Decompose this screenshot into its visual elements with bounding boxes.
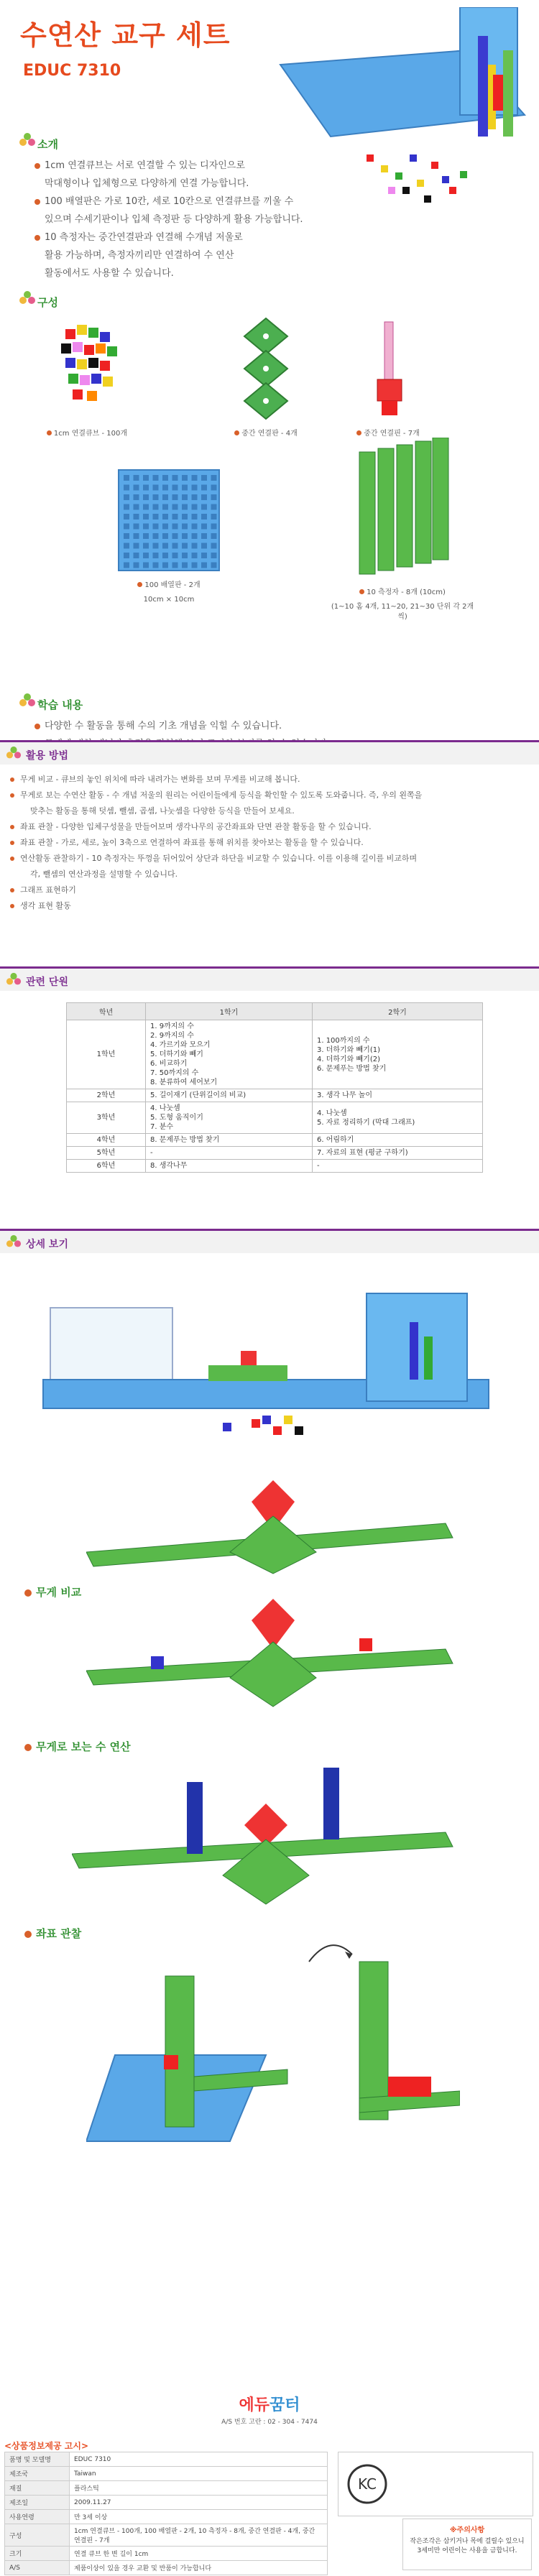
grid-hole	[192, 504, 198, 510]
component-measure	[331, 438, 474, 622]
info-row	[5, 2510, 328, 2524]
info-value: 1cm 연결큐브 - 100개, 100 배열판 - 2개, 10 측정자 - 8개, 중간 연결판 - 4개, 중간 연결핀 - 7개	[70, 2524, 328, 2547]
grid-hole	[182, 524, 188, 530]
grid-hole	[201, 475, 207, 481]
warning-box	[402, 2519, 532, 2570]
detail-image-2	[86, 1473, 460, 1581]
table-row	[67, 1147, 483, 1160]
grid-hole	[192, 524, 198, 530]
grid-hole	[201, 514, 207, 520]
list-item: 생각 표현 활동	[10, 898, 539, 914]
list-item: 그래프 표현하기	[10, 882, 539, 898]
flower-icon	[6, 1234, 22, 1250]
grid-hole	[211, 524, 217, 530]
curriculum-heading: 관련 단원	[26, 977, 68, 988]
info-value: Taiwan	[70, 2467, 328, 2481]
component-label: 1cm 연결큐브 - 100개	[53, 430, 128, 438]
detail-heading: 상세 보기	[26, 1239, 68, 1250]
info-value: 플라스틱	[70, 2481, 328, 2496]
list-item: 좌표 관찰 - 가로, 세로, 높이 3축으로 연결하여 좌표를 통해 위치를 찾아보는 활동을 할 수 있습니다.	[10, 835, 539, 851]
grid-hole	[143, 504, 149, 510]
list-item: 맞추는 활동을 통해 덧셈, 뺄셈, 곱셈, 나눗셈을 다양한 등식을 만들어 보세요.	[30, 806, 295, 816]
grid-hole	[143, 543, 149, 549]
grid-hole	[134, 524, 139, 530]
grid-hole	[134, 563, 139, 568]
semester1-cell: 8. 생각나무	[146, 1160, 313, 1173]
grid-hole	[153, 514, 159, 520]
array-board-image	[115, 466, 223, 574]
grid-hole	[172, 533, 178, 539]
detail-caption-3: 좌표 관찰	[24, 1926, 81, 1941]
semester1-cell: 8. 문제푸는 방법 찾기	[146, 1134, 313, 1147]
grid-hole	[153, 553, 159, 558]
usage-section	[0, 769, 539, 914]
warning-text: 작은조각은 삼키거나 목에 걸릴수 있으니 3세미만 어린이는 사용을 금합니다.	[410, 2538, 525, 2554]
info-value: 만 3세 이상	[70, 2510, 328, 2524]
grid-hole	[211, 543, 217, 549]
info-value: 연결 큐브 한 변 길이 1cm	[70, 2547, 328, 2561]
cubes-image	[51, 315, 123, 423]
grade-cell: 2학년	[67, 1089, 146, 1102]
grid-hole	[143, 524, 149, 530]
grid-hole	[201, 533, 207, 539]
grid-hole	[182, 563, 188, 568]
grid-hole	[134, 485, 139, 491]
grid-hole	[182, 553, 188, 558]
grid-hole	[201, 524, 207, 530]
table-header: 1학기	[146, 1003, 313, 1020]
grid-hole	[124, 563, 129, 568]
detail-image-3	[86, 1592, 460, 1728]
svg-text:KC: KC	[358, 2475, 377, 2493]
grid-hole	[182, 475, 188, 481]
grid-hole	[201, 553, 207, 558]
component-label: 중간 연결판 - 4개	[241, 430, 298, 438]
grid-hole	[201, 485, 207, 491]
info-row	[5, 2547, 328, 2561]
component-middle-plate	[216, 315, 316, 439]
info-key: 구성	[5, 2524, 70, 2547]
list-item: 각, 뺄셈의 연산과정을 설명할 수 있습니다.	[30, 869, 178, 879]
list-item: 1cm 연결큐브는 서로 연결할 수 있는 디자인으로	[34, 157, 539, 175]
grid-hole	[153, 543, 159, 549]
semester1-cell: 1. 9까지의 수 2. 9까지의 수 4. 가르기와 모으기 5. 더하기와 빼기 6. 비교하기 7. 50까지의 수 8. 분류하여 세어보기	[146, 1020, 313, 1089]
usage-banner	[0, 740, 539, 765]
list-item: 있으며 수세기판이나 입체 측정판 등 다양하게 활용 가능합니다.	[45, 214, 303, 225]
grade-cell: 1학년	[67, 1020, 146, 1089]
kc-mark-box	[338, 2452, 533, 2516]
grid-hole	[172, 475, 178, 481]
list-item: 활동에서도 사용할 수 있습니다.	[45, 268, 174, 279]
semester2-cell: 3. 생각 나무 놀이	[312, 1089, 482, 1102]
component-middle-pin	[338, 315, 438, 439]
grid-hole	[153, 504, 159, 510]
component-sub: (1~10 홈 4개, 11~20, 21~30 단위 각 2개씩)	[331, 603, 474, 621]
info-key: A/S	[5, 2561, 70, 2575]
component-sub: 10cm × 10cm	[143, 596, 195, 604]
grid-hole	[172, 485, 178, 491]
grid-hole	[182, 533, 188, 539]
grid-hole	[192, 475, 198, 481]
grid-hole	[211, 494, 217, 500]
usage-heading: 활용 방법	[26, 750, 68, 762]
flower-icon	[19, 693, 36, 710]
table-header: 학년	[67, 1003, 146, 1020]
grid-hole	[211, 563, 217, 568]
grid-hole	[211, 504, 217, 510]
flower-icon	[19, 132, 36, 149]
grid-hole	[153, 475, 159, 481]
grid-hole	[201, 504, 207, 510]
flower-icon	[6, 746, 22, 762]
grid-hole	[172, 514, 178, 520]
grid-hole	[124, 533, 129, 539]
grid-hole	[211, 553, 217, 558]
grid-hole	[124, 543, 129, 549]
intro-section	[0, 129, 539, 282]
info-key: 크기	[5, 2547, 70, 2561]
curriculum-banner	[0, 966, 539, 991]
grid-hole	[182, 504, 188, 510]
kc-mark-icon	[346, 2462, 389, 2506]
grid-hole	[162, 504, 168, 510]
grid-hole	[162, 524, 168, 530]
semester2-cell: 6. 어림하기	[312, 1134, 482, 1147]
info-table	[4, 2452, 328, 2575]
info-row	[5, 2524, 328, 2547]
semester1-cell: -	[146, 1147, 313, 1160]
list-item: 막대형이나 입체형으로 다양하게 연결 가능합니다.	[45, 178, 249, 189]
detail-banner	[0, 1229, 539, 1253]
detail-caption-1: 무게 비교	[24, 1584, 81, 1599]
list-item: 무게 비교 - 큐브의 놓인 위치에 따라 내려가는 변화를 보며 무게를 비교해 봅니다.	[10, 772, 539, 788]
grid-hole	[143, 485, 149, 491]
grid-hole	[162, 563, 168, 568]
grid-hole	[143, 563, 149, 568]
component-label: 100 배열판 - 2개	[144, 581, 201, 589]
as-phone: A/S 번호 고란 : 02 - 304 - 7474	[221, 2419, 318, 2426]
table-row	[67, 1020, 483, 1089]
list-item: 100 배열판은 가로 10칸, 세로 10칸으로 연결큐브를 끼울 수	[34, 193, 539, 211]
grid-hole	[211, 533, 217, 539]
grid-hole	[192, 563, 198, 568]
grid-hole	[211, 514, 217, 520]
grade-cell: 3학년	[67, 1102, 146, 1134]
grid-hole	[192, 543, 198, 549]
grid-hole	[134, 504, 139, 510]
middle-plate-image	[241, 315, 291, 423]
grid-hole	[192, 553, 198, 558]
component-label: 중간 연결핀 - 7개	[364, 430, 420, 438]
grid-hole	[134, 514, 139, 520]
list-item: 활용 가능하며, 측정자끼리만 연결하여 수 연산	[45, 250, 234, 261]
grid-hole	[124, 524, 129, 530]
info-key: 품명 및 모델명	[5, 2452, 70, 2467]
grid-hole	[162, 485, 168, 491]
info-row	[5, 2452, 328, 2467]
component-cubes	[40, 315, 134, 439]
logo-part: 꿈터	[270, 2396, 300, 2414]
product-title: 수연산 교구 세트	[20, 19, 231, 51]
semester2-cell: 1. 100까지의 수 3. 더하기와 빼기(1) 4. 더하기와 빼기(2) 6. 문제푸는 방법 찾기	[312, 1020, 482, 1089]
grid-hole	[162, 533, 168, 539]
middle-pin-image	[363, 315, 413, 423]
table-row	[67, 1160, 483, 1173]
intro-heading: 소개	[37, 138, 58, 151]
grid-hole	[153, 533, 159, 539]
brand-block	[208, 2393, 331, 2426]
grid-hole	[211, 475, 217, 481]
grid-hole	[211, 485, 217, 491]
grid-hole	[153, 485, 159, 491]
grid-hole	[172, 524, 178, 530]
info-row	[5, 2467, 328, 2481]
grid-hole	[162, 553, 168, 558]
grid-hole	[134, 533, 139, 539]
info-row	[5, 2496, 328, 2510]
logo-part: 에듀	[239, 2396, 270, 2414]
component-array-board	[108, 466, 230, 605]
list-item: 무게로 보는 수연산 활동 - 수 개념 저울의 원리는 어린이들에게 등식을 확인할 수 있도록 도와줍니다. 즉, 우의 왼쪽을	[10, 788, 539, 803]
curriculum-table	[66, 1002, 483, 1173]
grid-hole	[162, 514, 168, 520]
semester1-cell: 4. 나눗셈 5. 도형 움직이기 7. 분수	[146, 1102, 313, 1134]
grid-hole	[162, 543, 168, 549]
info-key: 제조국	[5, 2467, 70, 2481]
info-title: <상품정보제공 고시>	[4, 2441, 89, 2451]
grid-hole	[143, 514, 149, 520]
grid-hole	[134, 475, 139, 481]
info-value: 2009.11.27	[70, 2496, 328, 2510]
brand-logo	[208, 2393, 331, 2415]
product-code: EDUC 7310	[23, 62, 121, 80]
grid-hole	[182, 485, 188, 491]
grid-hole	[143, 494, 149, 500]
semester1-cell: 5. 길이재기 (단위길이의 비교)	[146, 1089, 313, 1102]
grid-hole	[192, 533, 198, 539]
grid-hole	[201, 543, 207, 549]
grid-hole	[162, 494, 168, 500]
grid-hole	[134, 494, 139, 500]
info-row	[5, 2561, 328, 2575]
list-item: 좌표 관찰 - 다양한 입체구성물을 만들어보며 생각나무의 공간좌표와 단면 관찰 활동을 할 수 있습니다.	[10, 819, 539, 835]
info-value: 제품이상이 있을 경우 교환 및 반품이 가능합니다	[70, 2561, 328, 2575]
grid-hole	[143, 553, 149, 558]
table-row	[67, 1102, 483, 1134]
flower-icon	[6, 972, 22, 988]
grid-hole	[182, 543, 188, 549]
grid-hole	[143, 533, 149, 539]
grid-hole	[153, 563, 159, 568]
info-key: 제조일	[5, 2496, 70, 2510]
table-row	[67, 1089, 483, 1102]
semester2-cell: -	[312, 1160, 482, 1173]
grid-hole	[124, 514, 129, 520]
info-key: 재질	[5, 2481, 70, 2496]
detail-image-4	[72, 1753, 460, 1911]
intro-list	[34, 157, 539, 282]
detail-caption-2: 무게로 보는 수 연산	[24, 1739, 131, 1754]
list-item: 10 측정자는 중간연결판과 연결해 수개념 저울로	[34, 228, 539, 246]
table-header: 2학기	[312, 1003, 482, 1020]
flower-icon	[19, 290, 36, 308]
grid-hole	[182, 514, 188, 520]
grid-hole	[162, 475, 168, 481]
semester2-cell: 7. 자료의 표현 (평균 구하기)	[312, 1147, 482, 1160]
components-section	[0, 287, 539, 639]
grid-hole	[201, 494, 207, 500]
info-row	[5, 2481, 328, 2496]
semester2-cell: 4. 나눗셈 5. 자료 정리하기 (막대 그래프)	[312, 1102, 482, 1134]
grid-hole	[153, 494, 159, 500]
grid-hole	[143, 475, 149, 481]
grid-hole	[182, 494, 188, 500]
grade-cell: 5학년	[67, 1147, 146, 1160]
grid-hole	[172, 504, 178, 510]
grid-hole	[134, 553, 139, 558]
list-item: 다양한 수 활동을 통해 수의 기초 개념을 익힐 수 있습니다.	[34, 717, 539, 735]
grid-hole	[134, 543, 139, 549]
info-value: EDUC 7310	[70, 2452, 328, 2467]
grid-hole	[172, 563, 178, 568]
grid-hole	[124, 494, 129, 500]
grid-hole	[124, 475, 129, 481]
grid-hole	[192, 494, 198, 500]
grade-cell: 6학년	[67, 1160, 146, 1173]
learning-heading: 학습 내용	[37, 698, 83, 711]
warning-title: ※주의사항	[449, 2526, 485, 2534]
detail-image-1	[36, 1279, 503, 1444]
grid-hole	[201, 563, 207, 568]
grid-hole	[192, 485, 198, 491]
grid-hole	[192, 514, 198, 520]
info-key: 사용연령	[5, 2510, 70, 2524]
table-row	[67, 1134, 483, 1147]
list-item: 연산활동 관찰하기 - 10 측정자는 뚜껑을 뒤어있어 상단과 하단을 비교할 수 있습니다. 이를 이용해 길이를 비교하며	[10, 851, 539, 867]
grid-hole	[172, 553, 178, 558]
measure-image	[352, 438, 453, 581]
grade-cell: 4학년	[67, 1134, 146, 1147]
component-label: 10 측정자 - 8개 (10cm)	[367, 588, 446, 596]
grid-hole	[172, 494, 178, 500]
grid-hole	[124, 553, 129, 558]
grid-hole	[153, 524, 159, 530]
grid-hole	[124, 485, 129, 491]
grid-hole	[172, 543, 178, 549]
components-heading: 구성	[37, 296, 58, 309]
detail-image-5	[86, 1933, 460, 2156]
grid-hole	[124, 504, 129, 510]
